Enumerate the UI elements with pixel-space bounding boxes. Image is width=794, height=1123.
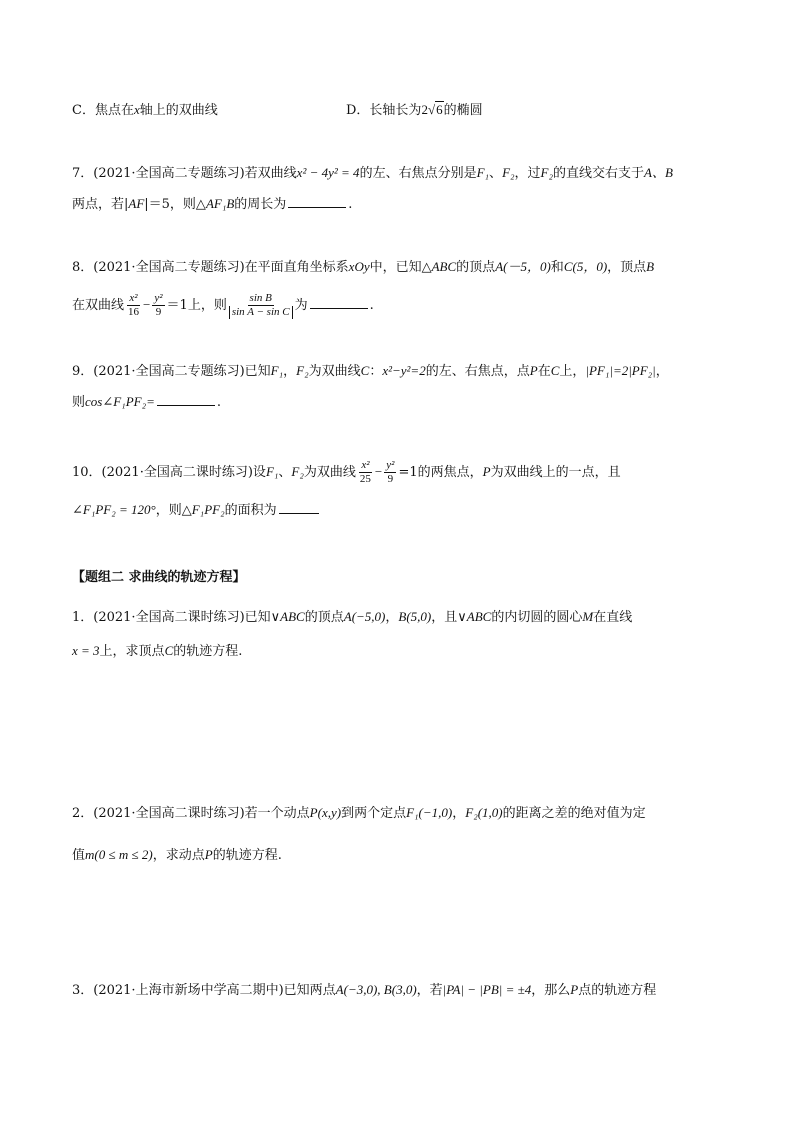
text: . [348, 197, 353, 212]
text: |＝5，则△ [144, 197, 206, 212]
math-equation: x² − 4y² = 4 [296, 165, 360, 180]
fraction [358, 459, 373, 486]
text: 的顶点 [304, 610, 344, 625]
text: ， [283, 364, 297, 379]
text: 的轨迹方程. [212, 848, 282, 863]
text: 的顶点 [456, 260, 496, 275]
text: 则 [72, 395, 86, 410]
question-number: 10． [72, 465, 102, 480]
problem-2-line-2 [72, 845, 282, 866]
math-condition: |PA| − |PB| = ±4 [442, 982, 532, 997]
option-d-text: 的椭圆 [443, 103, 483, 118]
numerator: sin B [249, 292, 272, 304]
denominator: 25 [359, 473, 371, 485]
math-var: P [529, 363, 538, 378]
text: 的轨迹方程. [173, 644, 243, 659]
text: 在 [537, 364, 551, 379]
text: 为 [294, 298, 308, 313]
math-var: P [204, 847, 213, 862]
text: 为双曲线 [303, 465, 356, 480]
text: ， [385, 610, 399, 625]
text: ，过 [514, 166, 541, 181]
text: 的内切圆的圆心 [491, 610, 583, 625]
question-number: 2． [72, 806, 94, 821]
answer-blank[interactable] [279, 501, 319, 514]
math-var: M [582, 609, 594, 624]
text: 的周长为 [234, 197, 287, 212]
text: ，那么 [531, 983, 571, 998]
question-7-line-1 [72, 163, 673, 184]
text: ，且∨ [431, 610, 467, 625]
math-point: A(−5,0) [343, 609, 386, 624]
question-source: (2021·全国高二专题练习) [93, 260, 245, 275]
text: 中，已知△ [369, 260, 432, 275]
question-10-line-1 [72, 457, 621, 488]
math-expression: cos∠F₁PF₂= [85, 394, 155, 409]
text: 在平面直角坐标系 [244, 260, 349, 275]
question-10-line-2 [72, 500, 321, 521]
answer-blank[interactable] [288, 195, 346, 208]
question-source: (2021·全国高二课时练习) [101, 465, 253, 480]
text: 上，求顶点 [99, 644, 165, 659]
text: ，顶点 [607, 260, 647, 275]
numerator: y² [386, 459, 395, 471]
math-var: xOy [348, 259, 370, 274]
question-number: 9． [72, 364, 94, 379]
math-operator: − [374, 464, 383, 479]
math-var: F₁ [270, 363, 284, 378]
text: 和 [550, 260, 564, 275]
text: 的左、右焦点分别是 [359, 166, 477, 181]
math-expression: m(0 ≤ m ≤ 2) [85, 847, 153, 862]
question-number: 7． [72, 166, 94, 181]
question-7-line-2 [72, 194, 352, 215]
math-radicand: 6 [436, 102, 443, 117]
text: . [369, 298, 374, 313]
math-point: P(x,y) [309, 805, 342, 820]
option-d [346, 100, 483, 121]
math-equation: x²−y²=2 [382, 363, 426, 378]
answer-blank[interactable] [157, 393, 215, 406]
text: ，若 [416, 983, 443, 998]
problem-1-line-2 [72, 641, 242, 662]
text: ＝1上，则 [166, 298, 227, 313]
text: 的左、右焦点，点 [425, 364, 530, 379]
text: 到两个定点 [341, 806, 407, 821]
math-var: P [570, 982, 579, 997]
denominator: 9 [155, 306, 162, 318]
text: 若双曲线 [244, 166, 297, 181]
question-source: (2021·全国高二专题练习) [93, 166, 245, 181]
text: 、 [278, 465, 292, 480]
text: ： [369, 364, 383, 379]
math-point: B(5,0) [398, 609, 432, 624]
question-9-line-2 [72, 392, 221, 413]
answer-blank[interactable] [310, 296, 368, 309]
math-equation: x = 3 [72, 643, 100, 658]
denominator: 16 [128, 306, 140, 318]
text: . [216, 395, 222, 410]
problem-3-line-1 [72, 980, 656, 1001]
option-c [72, 100, 218, 121]
fraction [229, 292, 293, 319]
text: ，求动点 [152, 848, 205, 863]
math-var: P [482, 464, 491, 479]
text: 点的轨迹方程 [578, 983, 657, 998]
text: 的直线交右支于 [553, 166, 645, 181]
math-var: AF₁B [205, 196, 235, 211]
math-point: F₂(1,0) [465, 805, 503, 820]
numerator: x² [129, 292, 138, 304]
section-title: 【题组二 求曲线的轨迹方程】 [72, 570, 246, 585]
math-var: A、B [644, 165, 673, 180]
math-condition: |PF₁|=2|PF₂| [585, 363, 656, 378]
math-var: ABC [431, 259, 457, 274]
text: 在双曲线 [72, 298, 125, 313]
question-number: 1． [72, 610, 94, 625]
math-point: C(5，0) [563, 259, 608, 274]
fraction [384, 459, 396, 486]
math-var: F₁PF₂ [191, 502, 225, 517]
text: 已知两点 [283, 983, 336, 998]
text: 在直线 [593, 610, 633, 625]
problem-2-line-1 [72, 803, 646, 824]
question-source: (2021·全国高二课时练习) [93, 806, 245, 821]
math-coef: 2 [421, 102, 428, 117]
question-number: 8． [72, 260, 94, 275]
denominator: sin A − sin C [229, 306, 293, 319]
option-c-text: C．焦点在 [72, 103, 134, 118]
math-var: ABC [466, 609, 492, 624]
math-point: F₁(−1,0) [406, 805, 453, 820]
math-operator: − [143, 297, 151, 312]
fraction [152, 292, 164, 319]
math-var: x [133, 102, 140, 117]
math-var: ABC [280, 609, 305, 624]
text: 两点，若| [72, 197, 129, 212]
text: 已知 [244, 364, 271, 379]
question-9-line-1 [72, 361, 669, 382]
math-var: AF [128, 196, 145, 211]
numerator: x² [361, 459, 370, 471]
text: ， [452, 806, 466, 821]
question-8-line-1 [72, 257, 654, 278]
math-var: C [164, 643, 174, 658]
text: ， [655, 364, 669, 379]
math-var: B [646, 259, 655, 274]
question-number: 3． [72, 983, 94, 998]
option-d-text: D．长轴长为 [346, 103, 422, 118]
math-var: C [550, 363, 560, 378]
denominator: 9 [387, 473, 394, 485]
text: 为双曲线 [308, 364, 361, 379]
text: 已知∨ [244, 610, 281, 625]
math-var: C [360, 363, 370, 378]
text: 值 [72, 848, 86, 863]
math-var: F₂ [502, 165, 515, 180]
math-var: F₂ [291, 464, 304, 479]
math-point: A(－5，0) [495, 259, 551, 274]
text: 为双曲线上的一点，且 [490, 465, 621, 480]
math-var: F₂ [296, 363, 309, 378]
math-point: A(−3,0), B(3,0) [335, 982, 417, 997]
question-8-line-2 [72, 290, 374, 321]
question-source: (2021·全国高二课时练习) [93, 610, 245, 625]
text: =1的两焦点， [398, 465, 483, 480]
question-source: (2021·上海市新场中学高二期中) [93, 983, 284, 998]
text: 若一个动点 [244, 806, 310, 821]
text: ，则△ [155, 503, 192, 518]
text: 、 [489, 166, 503, 181]
sqrt-symbol: √ [427, 102, 436, 117]
math-var: F₁ [476, 165, 490, 180]
text: 的面积为 [224, 503, 277, 518]
math-var: F₁ [265, 464, 279, 479]
numerator: y² [154, 292, 163, 304]
question-source: (2021·全国高二专题练习) [93, 364, 245, 379]
text: 设 [252, 465, 266, 480]
text: 的距离之差的绝对值为定 [502, 806, 646, 821]
problem-1-line-1 [72, 607, 632, 628]
math-expression: ∠F₁PF₂ = 120° [72, 502, 156, 517]
option-c-text: 轴上的双曲线 [139, 103, 218, 118]
text: 上， [559, 364, 586, 379]
fraction [126, 292, 141, 319]
math-var: F₂ [540, 165, 554, 180]
